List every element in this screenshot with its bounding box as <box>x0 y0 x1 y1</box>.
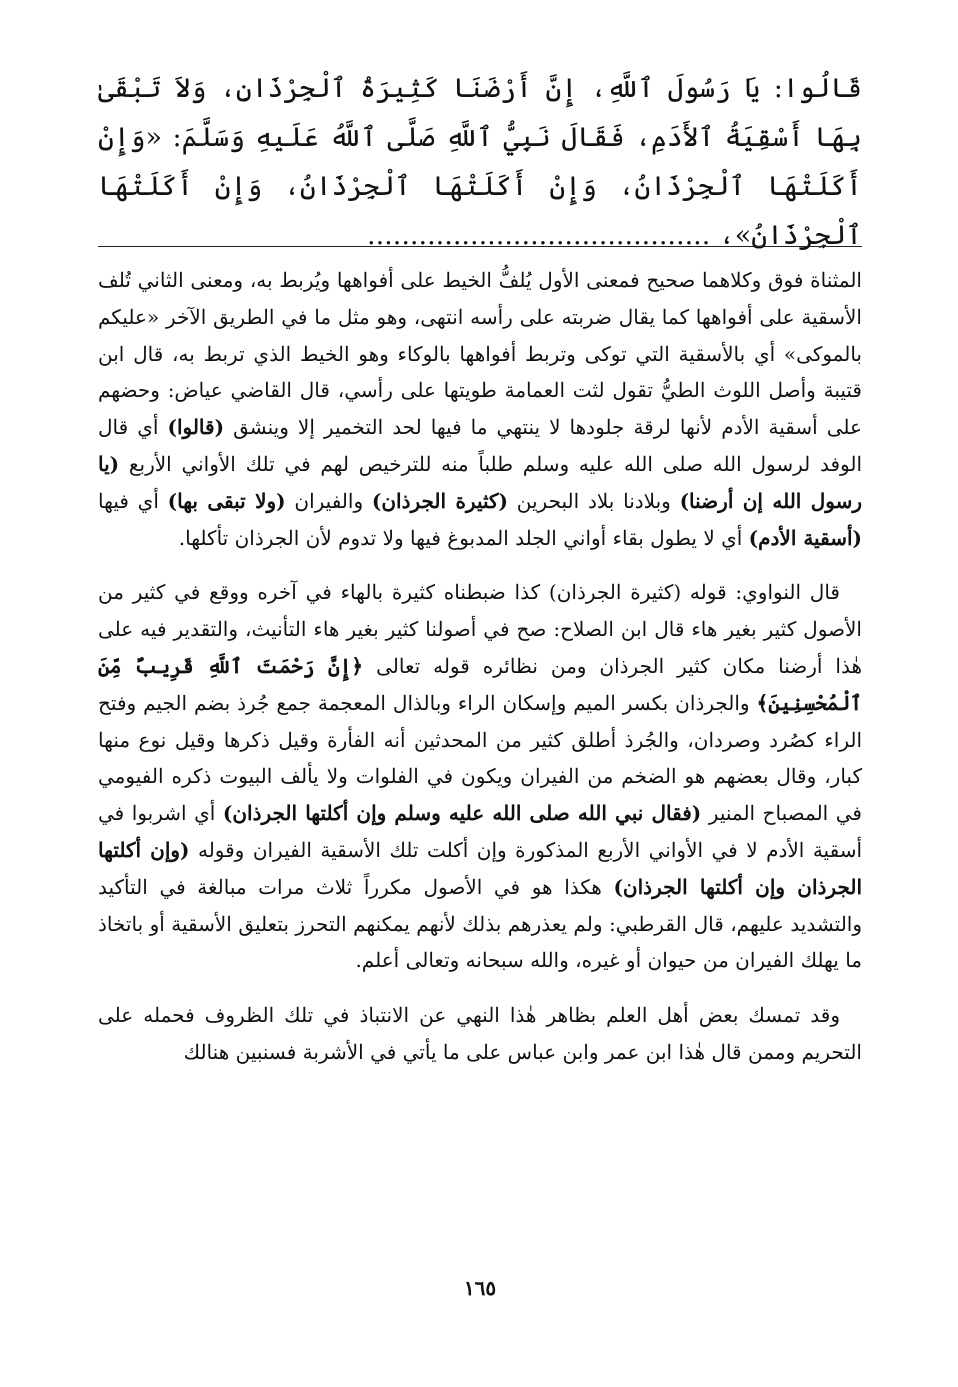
p1-text-2: أي قال الوفد لرسول الله صلى الله عليه وسلم طلباً منه للترخيص لهم في تلك الأواني الأربع <box>98 415 862 476</box>
p1-bold-1: (قالوا) <box>167 415 225 440</box>
p2-bold-2: (فقال نبي الله صلى الله عليه وسلم وإن أكلتها الجرذان) <box>222 801 702 826</box>
p2-text-1: قال النواوي: قوله (كثيرة الجرذان) كذا ضبطناه كثيرة بالهاء في آخره ووقع في كثير من الأصول كثير بغير هاء قال ابن الصلاح: صح في أصولنا كثير بغير هاء التأنيث، والتقدير فيه على هٰذا أرضنا مكان كثير الجرذان ومن نظائره قوله تعالى <box>98 580 862 678</box>
p1-text-6: أي لا يطول بقاء أواني الجلد المدبوغ فيها ولا تدوم لأن الجرذان تأكلها. <box>178 525 749 550</box>
commentary-paragraph-3 <box>98 997 862 1071</box>
section-divider <box>98 246 862 247</box>
hadith-continuation-dots: ........................................ <box>367 220 711 251</box>
p1-text-4: والفيران <box>285 488 372 513</box>
p1-bold-5: (أسقية الأدم) <box>748 525 862 550</box>
p3-text-1: وقد تمسك بعض أهل العلم بظاهر هٰذا النهي عن الانتباذ في تلك الظروف فحمله على التحريم وممن قال هٰذا ابن عمر وابن عباس على ما يأتي في الأشربة فسنبين هنالك <box>98 1003 862 1064</box>
p2-bold-3: (وإن أكلتها الجرذان وإن أكلتها الجرذان) <box>98 837 863 899</box>
p1-bold-3: (كثيرة الجرذان) <box>371 488 509 513</box>
p2-quran-verse: ﴿إِنَّ رَحْمَتَ ٱللَّهِ قَرِيبٌ مِّنَ ٱلْمُحْسِنِينَ﴾ <box>98 653 862 715</box>
page-number: ١٦٥ <box>463 1276 497 1300</box>
p2-text-3: أي اشربوا في أسقية الأدم لا في الأواني الأربع المذكورة وإن أكلت تلك الأسقية الفيران وقوله <box>98 801 863 862</box>
hadith-text-block <box>98 64 862 260</box>
p1-text-5: أي فيها <box>98 488 168 513</box>
document-page <box>98 0 862 1387</box>
p1-text-3: وبلادنا بلاد البحرين <box>508 488 680 513</box>
commentary-paragraph-2 <box>98 574 862 979</box>
p1-bold-4: (ولا تبقى بها) <box>167 488 286 513</box>
p1-text-1: المثناة فوق وكلاهما صحيح فمعنى الأول يُلفُّ الخيط على أفواهها ويُربط به، ومعنى الثاني تُلف الأسقية على أفواهها كما يقال ضربته على رأسه انتهى، وهو مثل ما في الطريق الآخر «عليكم بالموكى» أي بالأسقية التي توكى وتربط أفواهها بالوكاء وهو الخيط الذي تربط به، قال ابن قتيبة وأصل اللوث الطيُّ تقول لثت العمامة طويتها على رأسي، قال القاضي عياض: وحضهم على أسقية الأدم لأنها لرقة جلودها لا ينتهي ما فيها لحد التخمير إلا وينشق <box>98 268 862 440</box>
p1-bold-2: (يا رسول الله إن أرضنا) <box>98 451 862 513</box>
p2-text-2: والجرذان بكسر الميم وإسكان الراء وبالذال المعجمة جمع جُرذ بضم الجيم وفتح الراء كصُرد وصردان، والجُرذ أطلق كثير من المحدثين أنه الفأرة وقيل ذكرها وقيل نوع منها كبار، وقال بعضهم هو الضخم من الفيران ويكون في الفلوات ولا يألف البيوت ذكره الفيومي في المصباح المنير <box>98 690 862 826</box>
commentary-paragraph-1 <box>98 262 862 556</box>
hadith-text: قَالُوا: يَا رَسُولَ ٱللَّهِ، إِنَّ أَرْضَنَا كَثِيرَةُ ٱلْجِرْذَانِ، وَلاَ تَبْقَىٰ بِهَا أَسْقِيَةُ ٱلأَدَمِ، فَقَالَ نَبِيُّ ٱللَّهِ صَلَّى ٱللَّهُ عَلَيهِ وَسَلَّمَ: «وَإِنْ أَكَلَتْهَا ٱلْجِرْذَانُ، وَإِنْ أَكَلَتْهَا ٱلْجِرْذَانُ، وَإِنْ أَكَلَتْهَا ٱلْجِرْذَانُ»، <box>98 73 862 251</box>
p2-text-4: هكذا هو في الأصول مكرراً ثلاث مرات مبالغة في التأكيد والتشديد عليهم، قال القرطبي: ولم يعذرهم بذلك لأنهم يمكنهم التحرز بتعليق الأسقية أو باتخاذ ما يهلك الفيران من حيوان أو غيره، والله سبحانه وتعالى أعلم. <box>98 874 862 973</box>
commentary-block <box>98 262 862 1089</box>
